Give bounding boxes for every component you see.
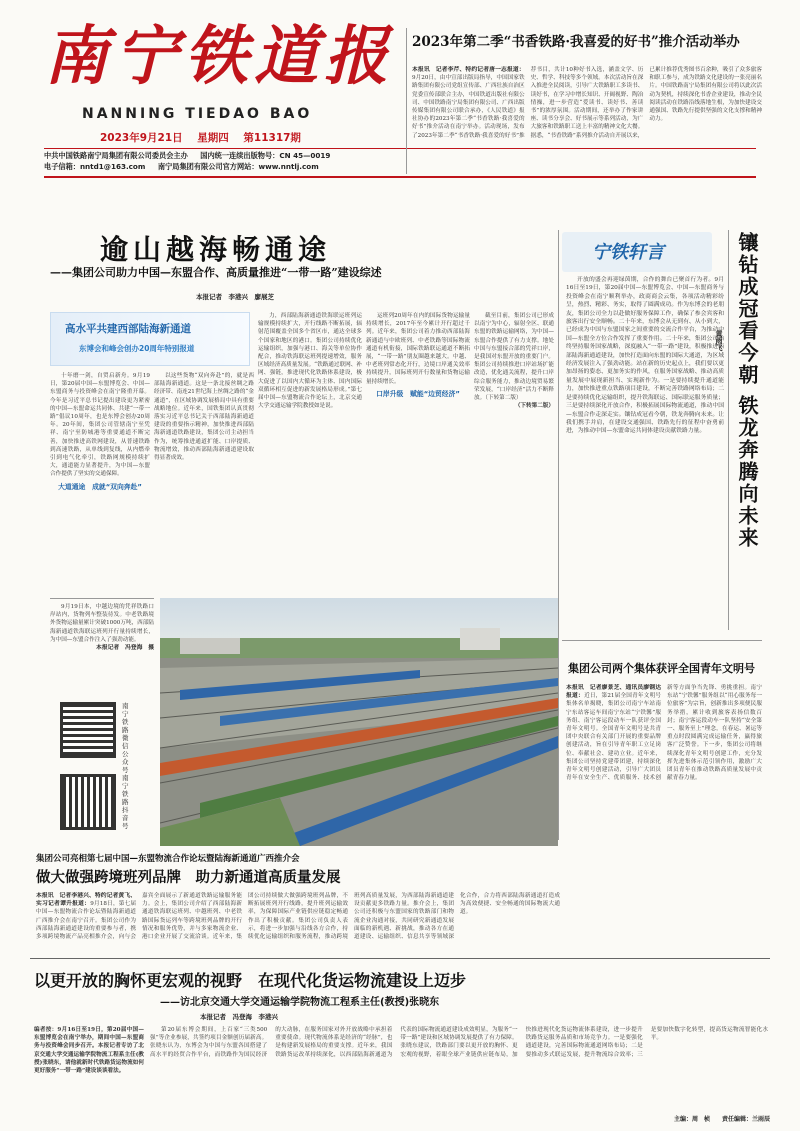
qr-label-wechat: 南宁铁路微信公众号 [122, 702, 129, 774]
main-col-3 [258, 312, 362, 592]
main-body-3: 力，西部陆海新通道铁海联运班列运输规模持续扩大，开行线路不断拓展，辐射范围覆盖全国多个省区市，通达全球多个国家和地区的港口。集团公司持续优化运输组织，加强与港口、海关等单位协作配合，推动铁海联运班列提速增效，服务区域经济高质量发展。“铁路通过联网、补网、强链，推进现代化铁路体系建设，极大促进了以国内大循环为主体、国内国际双循环相互促进的新发展格局形成。”第七届中国—东盟物流合作论坛上，北京交通大学交通运输学院教授如是说。 [258, 313, 362, 410]
column-author: 黄雨飞 [715, 330, 724, 351]
crosshead-1: 大道通途 成就“双向奔赴” [58, 482, 142, 491]
youth-byline: 本报讯 记者廖景芝、通讯员廖钢达报道： [566, 685, 661, 700]
top-story-byline: 本报讯 记者李芹、特约记者唐一志报道： [412, 67, 525, 73]
main-body-2: 以这些货物“双向奔赴”的，就是西部陆海新通道。这是一条北接丝绸之路经济带、南连21世纪海上丝绸之路的“金通道”，在区域协调发展格局中具有重要战略地位。近年来，国铁集团认真贯彻落实习近平总书记关于西部陆海新通道建设的重要指示精神，加快推进西部陆海新通道铁路建设，集团公司主动担当作为，统筹推进通道扩能、口岸提质、物流增效，推动西部陆海新通道建设取得显著成效。 [154, 373, 254, 462]
photo-credit: 本报记者 冯登海 摄 [96, 645, 154, 652]
issue-number: 第11317期 [243, 132, 301, 144]
interview-byline: 本报记者 冯登海 李港兴 [200, 1013, 278, 1021]
forum-kicker: 集团公司亮相第七届中国—东盟物流合作论坛暨陆海新通道广西推介会 [36, 854, 300, 864]
main-body-1: 十年磨一剑，自贸启新舟。9月19日，第20届中国—东盟博览会、中国—东盟商务与投资峰会在南宁隆重开幕。今年是习近平总书记提出建设更为紧密的中国—东盟命运共同体、共建“一带一路”倡议10周年，也是东博会创办20周年。20年间，集团公司管辖南宁至凭祥、南宁至防城港等重要通道不断完善，加快推进高铁网建设，从普速铁路到高速铁路，从单线到复线，从内燃牵引到电气化牵引，铁路网规模持续扩大，通道能力显著提升，为中国—东盟合作提供了坚实的交通保障。 [50, 373, 150, 478]
qr-area [60, 702, 156, 842]
photo-caption-text: 9月19日本，中越边境的凭祥铁路口岸站内，货物列车整装待发。中老铁路境外货物运输量累计突破1000万吨，西部陆海新通道铁海联运班列开行量持续增长，为中国—东盟合作注入了强劲动能。 [50, 604, 154, 643]
youth-divider [562, 640, 762, 641]
main-headline: 逾山越海畅通途 [100, 233, 332, 266]
masthead [44, 18, 402, 208]
column-brand-text: 宁铁轩言 [592, 242, 664, 263]
special-banner [50, 312, 250, 366]
main-byline: 本报记者 李港兴 廖展芝 [196, 293, 274, 301]
qr-code-douyin[interactable] [60, 774, 116, 830]
forum-byline: 本报讯 记者李港兴、特约记者黄飞、实习记者谭升报道： [36, 893, 136, 908]
top-story-body [412, 66, 762, 172]
masthead-pinyin: NANNING TIEDAO BAO [82, 106, 313, 122]
col-rule-1 [558, 230, 559, 840]
main-col-1 [50, 372, 150, 592]
interview-editor-note: 编者按：9月16日至19日，第20届中国—东盟博览会在南宁举办，期间中国—东盟商务与投资峰会同步召开。本报记者专访了北京交通大学交通运输学院物流工程系主任(教授)张晓东，请他就新时代铁路货运物流如何更好服务“一带一路”建设谈谈看法。 [34, 1027, 144, 1075]
date: 2023年9月21日 [100, 132, 183, 144]
youth-text: 近日，第21届全国青年文明号集体名单揭晓，集团公司南宁车站南宁东站客运车间南宁东站“宁铁馨”服务组、南宁客运段动车一队获评全国青年文明号。全国青年文明号是共青团中央联合有关部门开展的重要品牌创建活动，旨在引导青年职工立足岗位、奉献社会、建功立业。近年来，集团公司坚持党建带团建，持续深化青年文明号创建活动，引导广大团员青年在安全生产、优质服务、技术创新等方面争当先锋、勇挑重担。南宁东站“宁铁馨”服务组以“用心服务每一位旅客”为宗旨，创新推出多项便民服务举措，累计收到旅客表扬信数百封；南宁客运段动车一队坚持“安全第一、服务至上”理念，在春运、暑运等重点时段圆满完成运输任务，赢得旅客广泛赞誉。下一步，集团公司将继续深化青年文明号创建工作，充分发挥先进集体示范引领作用，激励广大团员青年在推动铁路高质量发展中贡献青春力量。 [566, 685, 762, 782]
page-editor: 主编：周 桢 责任编辑：兰雨辰 [673, 1116, 770, 1123]
main-body-5: 截至目前，集团公司已形成以南宁为中心，辐射全区、联通东盟的铁路运输网络，为中国—东盟合作提供了有力支撑。地处中国与东盟接合部的凭祥口岸，是我国对东盟开放的重要门户。集团公司持续推进口岸站场扩能改造，优化通关流程，提升口岸综合服务能力，推动边境贸易繁荣发展，“口岸经济”活力不断释放。（下转第二版） [474, 313, 554, 402]
freight-yard-illustration [160, 598, 558, 846]
website: 南宁局集团有限公司官方网站：www.nntlj.com [157, 162, 319, 171]
top-story-text: 9月20日，由中宣部出版局指导，中国国家铁路集团有限公司党组宣传部、广西壮族自治区党委宣传部联合主办，中国铁道出版社有限公司、中国铁路南宁局集团有限公司、广西出版传媒集团有限公司联合承办，《人民铁道》报社协办的2023年第二季“书香铁路·我喜爱的好书”推介活动在南宁举办。活动现场，发布了2023年第二季“书香铁路·我喜爱的好书”推荐书目，共计10种好书入选，涵盖文学、历史、哲学、科技等多个领域。本次活动旨在深入推进全民阅读，引导广大铁路职工多读书、读好书，在学习中增长知识、开阔视野、陶冶情操，进一步营造“爱读书、读好书、善读书”的浓厚氛围。活动期间，还举办了作家讲座、读书分享会、好书展示等系列活动，为广大旅客和铁路职工送上丰富的精神文化大餐。据悉，“书香铁路”系列推介活动自开展以来，已累计推荐优秀图书百余种，吸引了众多旅客和职工参与，成为铁路文化建设的一张亮丽名片。中国铁路南宁局集团有限公司将以此次活动为契机，持续深化书香企业建设，推动全民阅读活动在铁路沿线落地生根，为加快建设交通强国、铁路先行提供坚强的文化支撑和精神动力。 [412, 67, 762, 139]
main-col-2 [154, 372, 254, 592]
photo-caption [50, 598, 154, 698]
continued-note: （下转第二版） [514, 403, 554, 410]
cn-code: 国内统一连续出版物号：CN 45—0019 [200, 151, 331, 160]
column-headline: 镶钻成冠看今朝 铁龙奔腾向未来 [735, 232, 759, 549]
banner-title: 高水平共建西部陆海新通道 [65, 323, 191, 335]
interview-body: 第20届东博会期间，上百家“三类500强”等企业参展，共签约项目金额创历届新高。张晓东认为，东博会为中国与东盟各国搭建了高水平的经贸合作平台，而铁路作为国民经济的大动脉，在服务国家对外开放战略中承担着重要使命。现代物流体系是经济的“经脉”，也是构建新发展格局的重要支撑。近年来，我国铁路货运改革持续深化，以西部陆海新通道为代表的国际物流通道建设成效明显，为服务“一带一路”建设和区域协调发展提供了有力保障。张晓东建议，铁路部门要以更开放的胸怀、更宏观的视野，着眼全球产业链供应链布局，加快推进现代化货运物流体系建设，进一步提升铁路货运服务品质和市场竞争力。一是要强化通道建设，完善国际物流通道网络布局；二是要推动多式联运发展，提升物流综合效率；三是要加快数字化转型，提高货运物流智能化水平。 [150, 1027, 768, 1058]
main-subtitle: ——集团公司助力中国—东盟合作、高质量推进“一带一路”建设综述 [50, 266, 382, 279]
main-col-5 [474, 312, 554, 592]
weekday: 星期四 [197, 132, 229, 144]
qr-label-douyin: 南宁铁路抖音号 [122, 774, 129, 830]
youth-headline: 集团公司两个集体获评全国青年文明号 [568, 662, 755, 675]
banner-subtitle: 东博会和峰会创办20周年特别报道 [79, 344, 195, 353]
crosshead-2: 口岸升级 赋能“边贸经济” [376, 389, 460, 398]
main-col-4 [366, 312, 470, 592]
masthead-bottom-rule [44, 176, 756, 178]
masthead-title: 南宁铁道报 [44, 19, 394, 94]
column-body: 开放的盛会再迎绿茵期，合作的舞台已聚首行为者。9月16日至19日，第20届中国—东盟博览会、中国—东盟商务与投资峰会在南宁顺利举办，政商商会云集，各项活动精彩纷呈，热烈、精彩、务实，取得了圆满成功。作为东博会的老朋友，集团公司全力以赴做好服务保障工作，确保了参会宾客和旅客出行安全顺畅。二十年来，东博会从无到有、从小到大，已经成为中国与东盟国家之间重要的交流合作平台，为推动中国—东盟全方位合作发挥了重要作用。二十年来，集团公司始终坚持服务国家战略，深度融入“一带一路”建设，积极推进西部陆海新通道建设，加快打造面向东盟的国际大通道，为区域经济发展注入了强劲动能。站在新的历史起点上，我们要以更加昂扬的姿态、更加务实的作风，在服务国家战略、推动高质量发展中展现新担当、实现新作为。一是要持续提升通道能力，加快推进重点铁路项目建设，不断完善铁路网络布局；二是要持续优化运输组织，提升铁海联运、国际联运服务质量；三是要持续深化开放合作，积极拓展国际物流通道，推动中国—东盟合作走深走实。镶钻成冠看今朝，铁龙奔腾向未来。让我们携手并肩，在建设交通强国、铁路先行的征程中奋勇前进，为推动中国—东盟命运共同体建设贡献铁路力量。 [566, 277, 724, 435]
freight-yard-photo [160, 598, 558, 846]
qr-code-wechat[interactable] [60, 702, 116, 758]
col-rule-2 [728, 230, 729, 630]
interview-subtitle: ——访北京交通大学交通运输学院物流工程系主任(教授)张晓东 [160, 997, 440, 1008]
main-body-4: 运班列20周年在内的国际货物运输量持续增长，2017年至今累计开行超过千列。近年来，集团公司着力推动西部陆海新通道与中欧班列、中老铁路等国际物流通道有机衔接，国际铁路联运通道不断拓展，“一带一路”朋友圈越来越大。中越、中老班列常态化开行，边境口岸通关效率持续提升，国际班列开行数量和货物运输量持续增长。 [366, 313, 470, 385]
forum-body [36, 892, 560, 954]
publisher: 中共中国铁路南宁局集团有限公司委员会主办 [44, 151, 188, 160]
interview-headline: 以更开放的胸怀更宏观的视野 在现代化货运物流建设上迈步 [34, 971, 467, 990]
column-brand [562, 232, 712, 272]
forum-text: 9月18日，第七届中国—东盟物流合作论坛暨陆海新通道广西推介会在南宁召开。集团公司作为西部陆海新通道建设的重要参与者，携多项跨境物流产品亮相推介会，向与会嘉宾全面展示了新通道铁路运输服务能力。会上，集团公司介绍了西部陆海新通道铁海联运班列、中越班列、中老铁路国际货运列车等跨境班列品牌的开行情况和服务优势，并与多家物流企业、港口企业开展了交流洽谈。近年来，集团公司持续做大做强跨境班列品牌，不断拓展班列开行线路，提升班列运输效率，为保障国际产业链供应链稳定畅通作出了积极贡献。集团公司负责人表示，将进一步加强与沿线各方合作，持续优化运输组织和服务流程，推动跨境班列高质量发展，为西部陆海新通道建设贡献更多铁路力量。推介会上，集团公司还积极与东盟国家的铁路部门和物流企业沟通对接，共同研究新通道发展面临的新机遇、新挑战，推动各方在通道建设、运输组织、信息共享等领域深化合作，合力将西部陆海新通道打造成为高效便捷、安全畅通的国际物流大通道。 [36, 893, 560, 941]
col-rule-3 [406, 28, 407, 174]
youth-body [566, 684, 762, 836]
forum-headline: 做大做强跨境班列品牌 助力新通道高质量发展 [36, 870, 341, 886]
section-divider [30, 958, 770, 959]
top-story-headline: 2023年第二季“书香铁路·我喜爱的好书”推介活动举办 [412, 34, 740, 50]
email: 电子信箱：nntd1@163.com [44, 162, 146, 171]
masthead-date-line [100, 130, 400, 145]
